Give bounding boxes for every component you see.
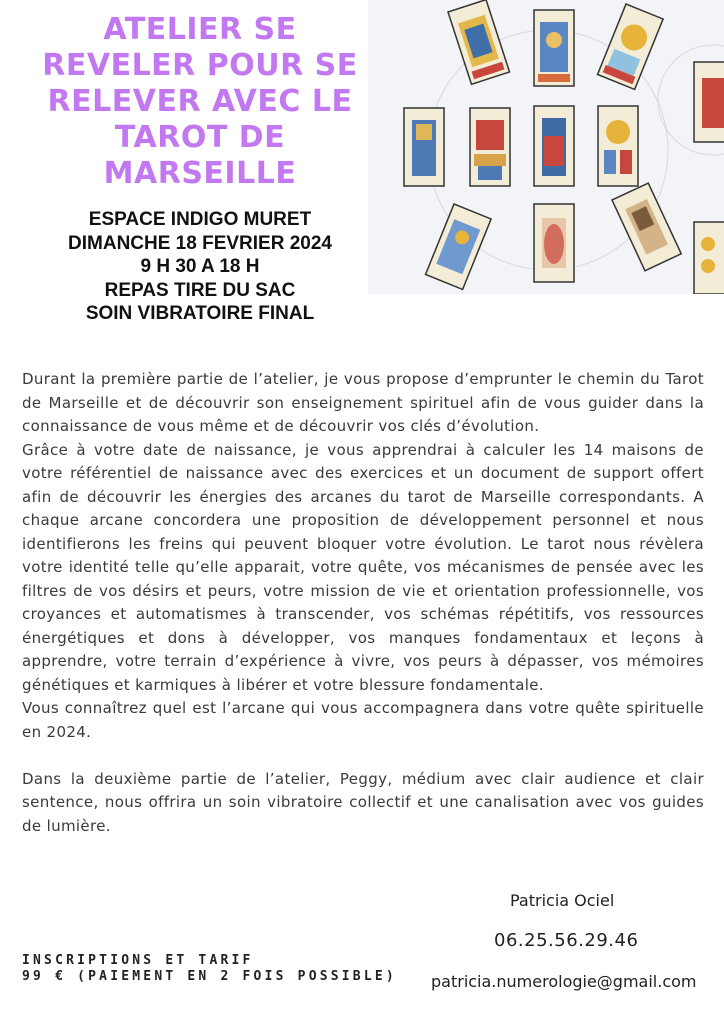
title-line: REVELER POUR SE — [42, 48, 358, 83]
price: 99 € (PAIEMENT EN 2 FOIS POSSIBLE) — [22, 969, 397, 984]
registration-info — [22, 953, 397, 985]
tarot-card — [612, 183, 681, 271]
event-hours: 9 H 30 A 18 H — [140, 256, 260, 277]
paragraph-second-part: Dans la deuxième partie de l’atelier, Peggy, médium avec clair audience et clair sentence, nous offrira un soin vibratoire collectif et une canalisation avec vos guides de lumière. — [22, 769, 704, 835]
tarot-card — [534, 204, 574, 282]
tarot-card — [598, 4, 664, 89]
title-line: MARSEILLE — [103, 156, 297, 191]
tarot-card — [694, 62, 724, 142]
tarot-card — [534, 10, 574, 86]
event-final: SOIN VIBRATOIRE FINAL — [85, 303, 315, 324]
tarot-card — [470, 108, 510, 186]
description — [22, 368, 704, 838]
event-details — [40, 208, 360, 326]
tarot-card — [426, 204, 492, 289]
title-line: TAROT DE — [114, 120, 286, 155]
event-meal: REPAS TIRE DU SAC — [104, 279, 296, 301]
paragraph-method: Grâce à votre date de naissance, je vous apprendrai à calculer les 14 maisons de votre référentiel de naissance avec des exercices et un document de support offert afin de découvrir les énergies des arcanes du tarot de Marseille correspondants. A chaque arcane concordera une proposition de développement personnel et nous identifierons les freins qui peuvent bloquer votre évolution. Le tarot nous révèlera votre identité telle qu’elle apparait, votre quête, vos mécanismes de pensée avec les filtres de vos désirs et peurs, votre mission de vie et orientation professionnelle, vos croyances et automatismes à transcender, vos schémas répétitifs, vos ressources énergétiques et dons à développer, vos manques fondamentaux et leçons à apprendre, votre terrain d’expérience à vivre, vos peurs à dépasser, vos mémoires génétiques et karmiques à libérer et votre blessure fondamentale. — [22, 440, 704, 694]
phone-number[interactable]: 06.25.56.29.46 — [494, 930, 639, 951]
event-venue: ESPACE INDIGO MURET — [88, 209, 312, 230]
paragraph-arcane: Vous connaîtrez quel est l’arcane qui vous accompagnera dans votre quête spirituelle en 2024. — [22, 699, 704, 741]
paragraph-intro: Durant la première partie de l’atelier, je vous propose d’emprunter le chemin du Tarot de Marseille et de découvrir son enseignement spirituel afin de vous guider dans la connaissance de vous même et de découvrir vos clés d’évolution. — [22, 370, 704, 435]
title-line: RELEVER AVEC LE — [47, 84, 353, 119]
signature: Patricia Ociel — [510, 891, 615, 910]
email-address[interactable]: patricia.numerologie@gmail.com — [431, 972, 697, 991]
tarot-card — [598, 106, 638, 186]
event-title — [30, 12, 370, 192]
tarot-card — [534, 106, 574, 186]
event-date: DIMANCHE 18 FEVRIER 2024 — [68, 232, 332, 254]
tarot-card — [694, 222, 724, 294]
registration-heading: INSCRIPTIONS ET TARIF — [22, 953, 254, 968]
tarot-spread-illustration — [368, 0, 724, 294]
title-line: ATELIER SE — [103, 12, 297, 47]
tarot-cards-image — [368, 0, 724, 294]
tarot-card — [404, 108, 444, 186]
